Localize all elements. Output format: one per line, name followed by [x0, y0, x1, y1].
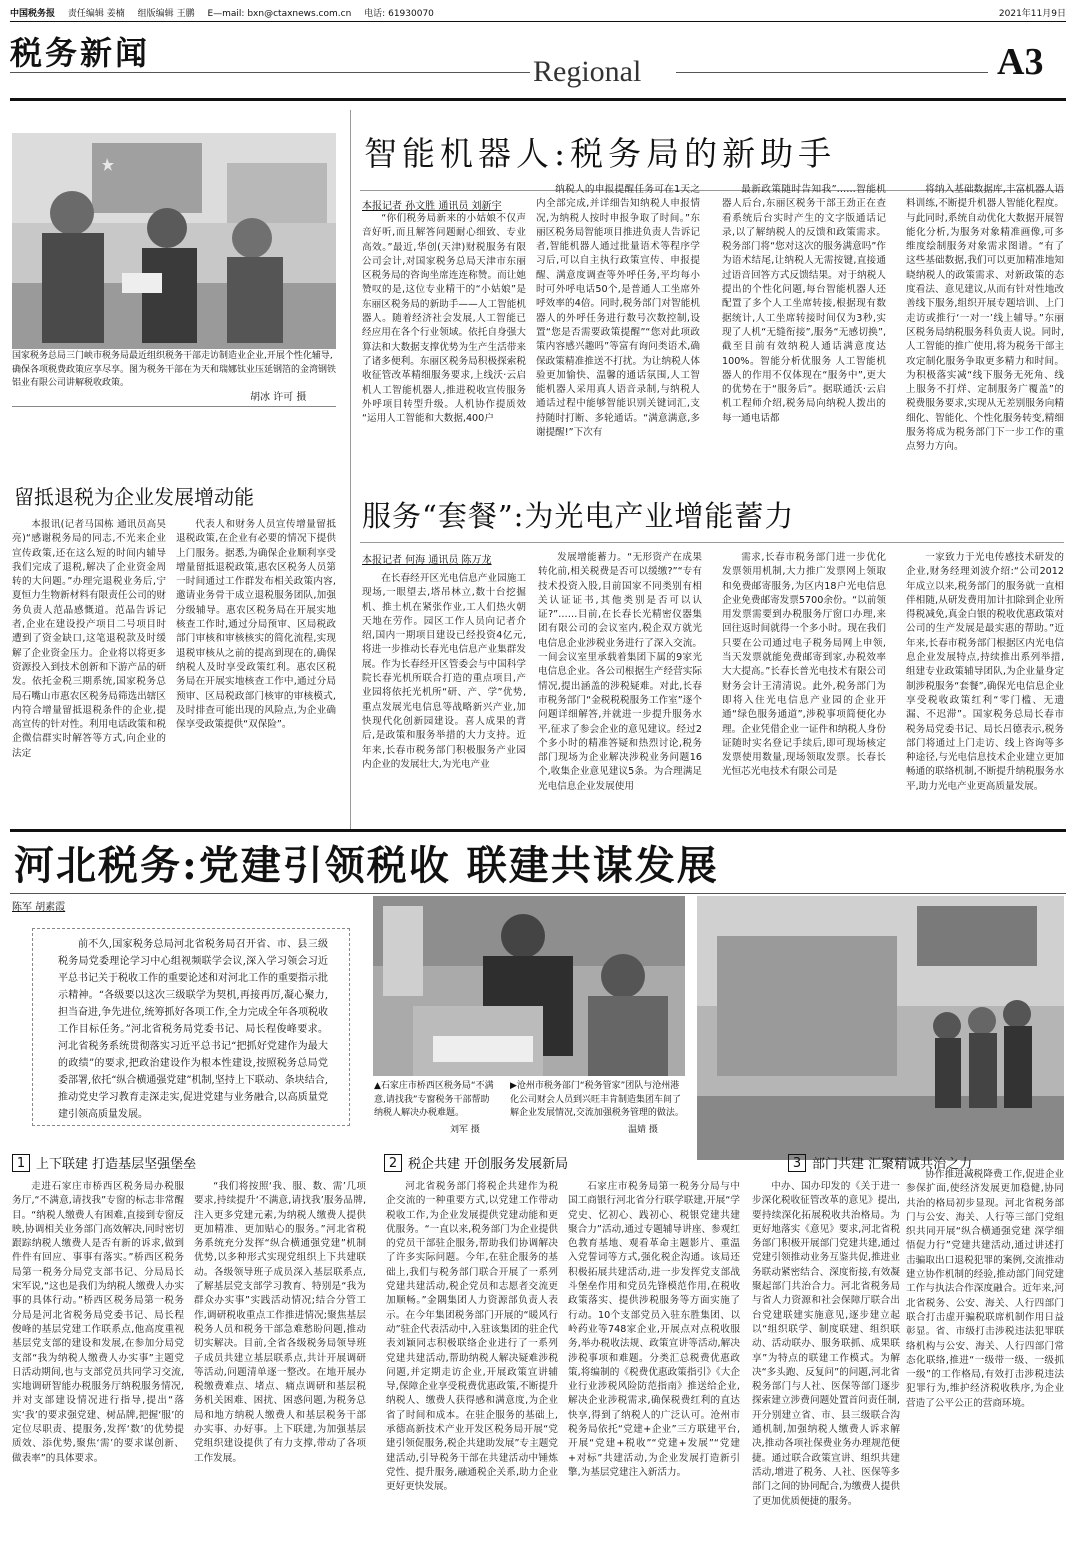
story4-col-6	[906, 1168, 1064, 1544]
story4-col-2	[194, 1180, 366, 1544]
email-value: bxn@ctaxnews.com.cn	[247, 9, 352, 19]
story1-byline: 本报记者 孙文胜 通讯员 刘新宇	[362, 201, 502, 212]
story4-col-4	[568, 1180, 740, 1544]
section-2-number: 2	[384, 1154, 402, 1172]
layout-label: 组版编辑	[137, 9, 174, 19]
story1-col-1-text: “你们税务局新来的小姑娘不仅声音好听,而且解答问题耐心细致、专业高效。”最近,华创(天津)财税服务有限公司会计,对国家税务总局天津市东丽区税务局的咨询坐席连连称赞。而让她赞叹的是,这位专业精干的“小姑娘”是东丽区税务局的新助手——人工智能机器人。随着经济社会发展,人工智能已经应用在各个行业领域。依托自身强大算法和大数据支撑优势为生产生活带来了诸多便利。东丽区税务局积极探索税收征管改革精细服务要求,上线沃·云启机人工智能机器人,推进税收宣传服务外呼项目转型升级。人机协作提质效 “运用人工智能和大数据,400户	[362, 213, 526, 425]
story4-col-2-text: “我们将按照‘我、服、数、需’几项要求,持续提升‘不满意,请找我’服务品牌,注入更多党建元素,为纳税人缴费人提供更加精准、更加贴心的服务。”河北省税务系统充分发挥“纵合横通强党建”机制优势,以多种形式实现党组织上下共建联动。各级领导班子成员深入基层联系点,了解基层党支部学习教育、特别是“我为群众办实事”实践活动情况;结合分管工作,调研税收重点工作推进情况;聚焦基层税务人员和税务干部急难愁盼问题,推动切实解决。目前,全省各级税务局领导班子成员共建立基层联系点,共计开展调研等活动,问题清单逐一整改。在地开展办税缴费难点、堵点、痛点调研和基层税务机关困难、困扰、困惑问题,为税务总局和地方纳税人缴费人和基层税务干部办实事、办好事。上下联建,为加强基层党组织建设提供了有力支撑,带动了各项工作发展。	[194, 1181, 366, 1464]
phone-label: 电话:	[364, 9, 386, 19]
top-info-bar	[10, 6, 1066, 22]
story4-col-3-text: 河北省税务部门将税企共建作为税企交流的一种重要方式,以党建工作带动税收工作,为企业发展提供党建动能和更优服务。“一直以来,税务部门为企业提供的党员干部驻企服务,帮助我们协调解决了许多实际问题。今年,在驻企服务的基础上,我们与税务部门联合开展了一系列党建共建活动,税企党员和志愿者交流更加顺畅。”金隅集团人力资源部负责人表示。在今年集团税务部门开展的“暖风行动”驻企代表活动中,入驻该集团的驻企代表刘颖同志积极联络企业进行了一系列党建共建活动,帮助纳税人解决疑难涉税问题,并定期走访企业,开展政策宣讲辅导,保障企业享受税费优惠政策,不断提升纳税人、缴费人获得感和满意度,为企业省了时间和成本。在驻企服务的基础上,承德高新技术产业开发区税务局开展“党建引领促服务,税企共建助发展”专主题党建活动,引导税务干部在共建活动中锤炼党性、提升服务,融通税企关系,助力企业更好更快发展。	[386, 1181, 558, 1493]
phone-value: 61930070	[388, 9, 434, 19]
story3-headline: 服务“套餐”:为光电产业增能蓄力	[362, 499, 795, 533]
story1-col-3-text: 最新政策随时告知我”……智能机器人后台,东丽区税务干部王劲正在查看系统后台实时产生的文字版通话记录,以了解纳税人的反馈和政策需求。税务部门将“您对这次的服务满意吗”作为语术结尾,让纳税人无需按键,直接通过语音回答方式反馈结果。对于纳税人提出的个性化问题,每台智能机器人还配置了多个人工坐席转接,根据现有数据统计,人工坐席转接时间仅为3秒,实现了人机“无缝衔接”,服务“无感切换”,截至目前有效纳税人通话满意度达100%。智能分析优服务 人工智能机器人的作用不仅体现在“服务中”,更大的优势在于“服务后”。据联通沃·云启机工程师介绍,税务局向纳税人拨出的每一通电话都	[722, 184, 886, 424]
caption-left: ▲石家庄市桥西区税务局“不满意,请找我”专窗税务干部帮助纳税人解决办税难题。	[374, 1081, 494, 1118]
story4-col-3	[386, 1180, 558, 1544]
story3-col-1	[362, 572, 526, 832]
story4-col-4-text: 石家庄市税务局第一税务分局与中国工商银行河北省分行联学联建,开展“学党史、忆初心、践初心、税银党建共建聚合力”活动,通过专题辅导讲座、参观红色教育基地、观看革命主题影片、重温入党誓词等方式,强化税企沟通。该局还积极拓展共建活动,进一步发挥党支部战斗堡垒作用和党员先锋模范作用,在税收政策落实、提供涉税服务等方面实施了行动。10个支部党员入驻东胜集团、以岭药业等748家企业,开展点对点税收服务,举办税收法规、政策宣讲等活动,解决涉税事项和难题。分类汇总税费优惠政策,将编制的《税费优惠政策指引》《大企业行业涉税风险防范指南》推送给企业,解决企业涉税需求,确保税费红利的直达快享,得到了纳税人的广泛认可。沧州市税务局依托“党建+企业”三方联建平台,开展“党建+税收”“党建+发展”“党建+对标”共建活动,为企业发展打造新引擎,为基层党建注入新活力。	[568, 1181, 740, 1478]
story2-col-2-text: 代表人和财务人员宣传增量留抵退税政策,在企业有必要的情况下提供上门服务。据悉,为确保企业顺利享受增量留抵退税政策,惠农区税务人员第一时间通过工作群发布相关政策内容,邀请业务骨干成立退税服务团队,加强分级辅导。惠农区税务局在开展实地核查工作时,通过分局预审、区局税政部门审核和审核核实的简化流程,实现退税审核从之前的提高到现在的,确保纳税人及时享受政策红利。惠农区税务局在开展实地核查工作中,通过分局预审、区局税政部门核审的审核模式,及时排查可能出现的风险点,为企业确保享受政策提供“双保险”。	[176, 519, 336, 731]
story3-rule	[360, 542, 1064, 543]
page-number: A3	[997, 41, 1044, 83]
masthead-thick-rule	[10, 98, 1066, 101]
factory-visit-photo	[697, 896, 1064, 1160]
story2-col-1	[12, 518, 166, 824]
section-1-head	[12, 1153, 196, 1172]
story3-col-2-text: 发展增能蓄力。“无形资产在成果转化前,相关税费是否可以缓缴?”“专有技术投资入股,目前国家不同类别有相关认证证书,其他类别是否可以认证?”……目前,在长春长光精密仪器集团有限公司的会议室内,税企双方就光电信息企业涉税业务进行了深入交流。一间会议室里承载着集团下属的9家光电信息企业。各公司根据生产经营实际情况,提出涵盖的涉税疑难。对此,长春市税务部门“金税税税服务工作室”逐个问题详细解答,并就进一步提升服务水平,征求了参会企业的意见建议。经过2个多小时的精准答疑和热烈讨论,税务部门现场为企业解决涉税业务问题16个,收集企业意见建议5条。为合理满足光电信息企业发展使用	[538, 552, 702, 792]
masthead-rule-left	[10, 72, 530, 73]
story4-headline-rule	[10, 893, 1066, 894]
story1-col-1	[362, 212, 526, 452]
story3-col-4-text: 一家致力于光电传感技术研发的企业,财务经理刘波介绍:“公司2012年成立以来,税务部门的服务就一直相伴相随,从研发费用加计扣除到企业所得税减免,真金白银的税收优惠政策对公司的生产发展是最实惠的帮助。”近年来,长春市税务部门根据区内光电信息企业发展特点,持续推出系列举措,组建专业政策辅导团队,为企业量身定制涉税服务“套餐”,确保光电信息企业享受税收政策红利“零门槛、无遗漏、不迟滞”。国家税务总局长春市税务局党委书记、局长吕德表示,税务部门将通过上门走访、线上咨询等多种途径,与光电信息技术企业建立更加畅通的联络机制,不断提升纳税服务水平,助力光电产业更高质量发展。	[906, 552, 1064, 792]
story4-col-1	[12, 1180, 184, 1544]
story4-col-1-text: 走进石家庄市桥西区税务局办税服务厅,“不满意,请找我”专窗的标志非常醒目。“纳税人缴费人有困难,直接到专窗反映,协调相关业务部门高效解决,同时密切跟踪纳税人缴费人是否有新的诉求,做到件件有回应、事事有落实。”桥西区税务局第一税务分局党支部书记、分局局长宋军说,“这也是我们为纳税人缴费人办实事的具体行动。”桥西区税务局第一税务分局是河北省税务局党委书记、局长程俊峰的基层党建工作联系点,他高度重视基层党支部的建设和发展,在参加分局党支部“我为纳税人缴费人办实事”主题党日活动期间,也与支部党员共同学习交流,实地调研智能办税服务厅纳税服务情况,并对支部建设情况进行指导,提出“落实‘我’的要求强党建、树品牌,把握‘服’的定位尽职责、提服务,发挥‘数’的优势提质效、添优势,聚焦‘需’的要求谋创新、做表率”的具体要求。	[12, 1181, 184, 1464]
story2-headline: 留抵退税为企业发展增动能	[14, 485, 254, 509]
column-separator	[350, 110, 351, 830]
story2-col-1-text: 本报讯(记者马国栋 通讯员高昊亮)“感谢税务局的同志,不光来企业宣传政策,还在这么短的时间内辅导我们完成了退税,解决了企业资金周转的大问题。”办理完退税业务后,宁夏恒力生物新材料有限责任公司的财务负责人范晶感慨道。范晶告诉记者,企业在建设投产项目二号项目时遭到了资金缺口,这笔退税款及时缓解了企业资金压力。企业将以将更多资源投入到技术创新和下游产品的研发。依托金税三期系统,国家税务总局石嘴山市惠农区税务局筛选出辖区内符合增量留抵退税条件的企业,提高宣传的针对性。利用电话政策和税企微信群实时解答等方式,向企业的法定	[12, 519, 166, 759]
story1-col-4-text: 将纳入基础数据库,丰富机器人语料训练,不断提升机器人智能化程度。与此同时,系统自动优化大数据开展智能化分析,为服务对象精准画像,可多维度绘制服务对象需求图谱。“有了这些基础数据,我们可以更加精准地知晓纳税人的政策需求、对新政策的态度看法、意见建议,从而有针对性地改善线下服务,组织开展专题培训、上门走访或推行‘一对一’线上辅导。”东丽区税务局纳税服务科负责人说。同时,人工智能的推广使用,将为税务干部主攻定制化服务争取更多精力和时间。为积极落实减“线下服务无死角、线上服务不打烊、定制服务广覆盖”的税费服务要求,实现从无差别服务向精细化、智能化、个性化服务转变,精细服务将成为税务部门下一步工作的重点努力方向。	[906, 184, 1064, 452]
story4-intro: 前不久,国家税务总局河北省税务局召开省、市、县三级税务局党委理论学习中心组视频联学会议,深入学习领会习近平总书记关于税收工作的重要论述和对河北工作的重要指示批示精神。“各级要以这次三级联学为契机,再接再厉,凝心聚力,担当奋进,争先进位,统筹抓好各项工作,全力完成全年各项税收工作目标任务。”河北省税务局党委书记、局长程俊峰要求。河北省税务系统贯彻落实习近平总书记“把抓好党建作为最大的政绩”的要求,把政治建设作为根本性建设,按照税务总局党委部署,依托“纵合横通强党建”机制,坚持上下联动、条块结合,推动党史学习教育走深走实,促进党建与业务融合,以高质量党建引领高质量发展。	[58, 939, 328, 1120]
section-2-title: 税企共建 开创服务发展新局	[408, 1157, 569, 1172]
tax-officers-illustration	[12, 133, 336, 349]
section-3-title: 部门共建 汇聚精诚共治之力	[812, 1157, 973, 1172]
credit-right: 温婧 摄	[628, 1125, 658, 1135]
story3-col-2	[538, 551, 702, 832]
story3-col-3-text: 需求,长春市税务部门进一步优化发票领用机制,大力推广发票网上领取和免费邮寄服务,为区内18户光电信息企业免费邮寄发票5700余份。“以前领用发票需要到办税服务厅窗口办理,来回往返时间就得一个多小时。现在我们只要在公司通过电子税务局网上申领,当天发票就能免费邮寄到家,办税效率大大提高。”长春长普光电技术有限公司财务会计王清清说。此外,税务部门为即将入住光电信息产业园的企业开通“绿色服务通道”,涉税事项简便化办理。企业凭借企业一证件和纳税人身份证随时实名登记手续后,即可现场核定发票使用数量,现场领取发票。长春长光恒芯光电技术有限公司是	[722, 552, 886, 778]
story1-col-2-text: 纳税人的申报提醒任务可在1天之内全部完成,并详细告知纳税人申报情况,为纳税人按时申报争取了时间。”东丽区税务局智能项目推进负责人告诉记者,智能机器人通过批量语术等程序学习后,可以自主执行政策宣传、申报提醒、满意度调查等外呼任务,平均每小时可外呼电话50个,是普通人工坐席外呼效率的4倍。同时,税务部门对智能机器人的外呼任务进行数号次数控制,设置“您是否需要政策提醒”“您对此项政策内容感兴趣吗”等富有询问类语术,确保政策精准推送不打扰。为让纳税人体验更加愉快、温馨的通话氛围,人工智能机器人采用真人语音录制,与纳税人通话过程中能够智能识别关键词汇,支持随时打断、多轮通话。“满意满意,多谢提醒!”下次有	[536, 184, 700, 439]
story3-col-3	[722, 551, 886, 832]
story1-col-2	[536, 183, 700, 452]
story4-byline: 陈军 胡素霞	[12, 902, 66, 913]
caption-right: ▶沧州市税务部门“税务管家”团队与沧州港化公司财会人员到兴旺丰肯制造集团车间了解企业发展情况,交流加强税务管理的做法。	[510, 1081, 684, 1118]
section-3-number: 3	[788, 1154, 806, 1172]
credit-left: 刘军 摄	[450, 1125, 480, 1135]
service-window-illustration	[373, 896, 685, 1076]
photo-caption-top: 国家税务总局三门峡市税务局最近组织税务干部走访制造业企业,开展个性化辅导,确保各项税费政策应享尽享。图为税务干部在为天和瑞娜钛业压延钢箔的金湾钢铁铝业有限公司讲解税收政策。	[12, 351, 337, 388]
story1-headline: 智能机器人:税务局的新助手	[364, 134, 837, 173]
story3-col-1-text: 在长春经开区光电信息产业园施工现场,一眼望去,塔吊林立,数十台挖掘机、推土机在紧张作业,工人们热火朝天地在劳作。园区工作人员向记者介绍,国内一期项目建设已经投资4亿元,将进一步推动长春光电信息产业集群发展。作为长春经开区管委会与中国科学院长春光机所联合打造的重点项目,产业园将依托光机所“研、产、学”优势,重点发展光电信息等战略新兴产业,加快现代化创新园建设。喜人成果的背后,是政策和服务举措的大力支持。近年来,长春市税务部门积极服务产业园内企业的发展壮大,为光电产业	[362, 573, 526, 770]
story3-col-4	[906, 551, 1064, 832]
editor-name: 姜楠	[106, 9, 125, 19]
paper-name: 中国税务报	[10, 9, 56, 19]
story1-col-3	[722, 183, 886, 452]
section-title: 税务新闻	[10, 34, 151, 72]
factory-visit-illustration	[697, 896, 1064, 1160]
story4-top-rule	[10, 829, 1066, 832]
story4-col-5-text: 中办、国办印发的《关于进一步深化税收征管改革的意见》提出,要持续深化拓展税收共治格局。为更好地落实《意见》要求,河北省税务部门积极开展部门党建共建,通过党建引领推动业务互鉴共促,推进业务联动紧密结合、深度衔接,有效凝聚起部门共治合力。河北省税务局与省人力资源和社会保障厅联合出台党建联建实施意见,逐步建立起以“组织联学、制度联建、组织联动、活动联办、服务联抓、成果联享”为特点的联建工作模式。为解决“多头跑、反复问”的问题,河北省税务部门与人社、医保等部门逐步探索建立涉费问题处置首问责任制,开分别建立省、市、县三级联合沟通机制,加强纳税人缴费人诉求解决,推动各项社保费业务办理规范便捷。通过联合政策宣讲、组织共建活动,增进了税务、人社、医保等多部门之间的协同配合,为缴费人提供了更加优质便捷的服务。	[752, 1181, 900, 1507]
story2-col-2	[176, 518, 336, 824]
section-english: Regional	[533, 55, 642, 88]
section-2-head	[384, 1153, 568, 1172]
section-1-number: 1	[12, 1154, 30, 1172]
story3-byline: 本报记者 何海 通讯员 陈万龙	[362, 555, 492, 566]
story1-col-4	[906, 183, 1064, 452]
photo-bottom-rule	[12, 406, 336, 407]
tax-officers-photo	[12, 133, 336, 349]
masthead-rule-right	[676, 72, 988, 73]
section-1-title: 上下联建 打造基层坚强堡垒	[36, 1157, 197, 1172]
editor-label: 责任编辑	[67, 9, 104, 19]
email-label: E—mail:	[207, 9, 245, 19]
story4-col-5	[752, 1180, 900, 1544]
story4-headline: 河北税务:党建引领税收 联建共谋发展	[14, 842, 719, 889]
issue-date: 2021年11月9日	[998, 9, 1066, 19]
layout-name: 王鹏	[176, 9, 195, 19]
story4-col-6-text: 协作推进减税降费工作,促进企业参保扩面,使经济发展更加稳健,协同共治的格局初步显现。河北省税务部门与公安、海关、人行等三部门党组织共同开展“纵合横通强党建 深学细悟促力行”党建共建活动,通过讲述打击骗取出口退税犯罪的案例,交流推动建立协作机制的经验,推动部门间党建工作与执法合作深度融合。近年来,河北省税务、公安、海关、人行四部门联合打击虚开骗税联席机制作用日益彰显。省、市级打击涉税违法犯罪联络机构与公安、海关、人行四部门常态化联络,推进“一级带一级、一级抓一级”的工作格局,有效打击涉税违法犯罪行为,维护经济税收秩序,为企业营造了公平公正的营商环境。	[906, 1169, 1064, 1409]
header-rule	[10, 21, 1066, 22]
service-window-photo	[373, 896, 685, 1076]
photo-credit-top: 胡冰 许可 摄	[250, 392, 307, 403]
